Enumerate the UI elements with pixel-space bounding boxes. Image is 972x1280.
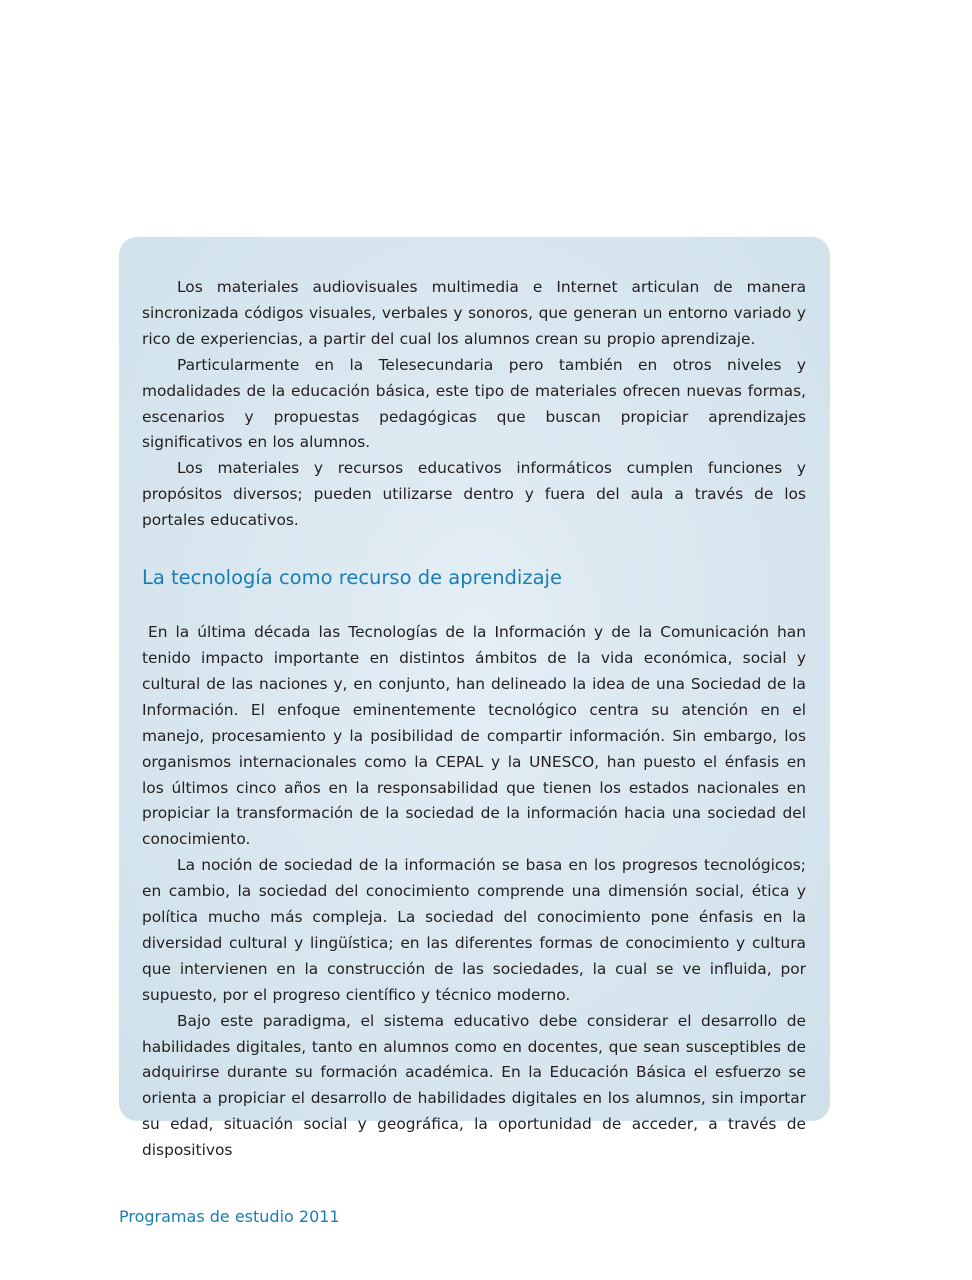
page-footer: Programas de estudio 2011 (119, 1207, 340, 1226)
section-paragraph-1: En la última década las Tecnologías de la Información y de la Comunicación han tenido impacto importante en distintos ámbitos de la vida económica, social y cultural de las naciones y, en conjunto, han delineado la idea de una Sociedad de la Información. El enfoque eminentemente tecnológico centra su atención en el manejo, procesamiento y la posibilidad de compartir información. Sin embargo, los organismos internacionales como la CEPAL y la UNESCO, han puesto el énfasis en los últimos cinco años en la responsabilidad que tienen los estados nacionales en propiciar la transformación de la sociedad de la información hacia una sociedad del conocimiento. (142, 623, 806, 849)
panel-content (142, 275, 806, 1164)
section-heading: La tecnología como recurso de aprendizaje (142, 566, 562, 590)
intro-paragraph-1: Los materiales audiovisuales multimedia e Internet articulan de manera sincronizada códigos visuales, verbales y sonoros, que generan un entorno variado y rico de experiencias, a partir del cual los alumnos crean su propio aprendizaje. (142, 278, 806, 348)
section-paragraph-2: La noción de sociedad de la información se basa en los progresos tecnológicos; en cambio, la sociedad del conocimiento comprende una dimensión social, ética y política mucho más compleja. La sociedad del conocimiento pone énfasis en la diversidad cultural y lingüística; en las diferentes formas de conocimiento y cultura que intervienen en la construcción de las sociedades, la cual se ve influida, por supuesto, por el progreso científico y técnico moderno. (142, 856, 806, 1004)
content-panel (119, 237, 830, 1160)
section-paragraph-3: Bajo este paradigma, el sistema educativo debe considerar el desarrollo de habilidades digitales, tanto en alumnos como en docentes, que sean susceptibles de adquirirse durante su formación académica. En la Educación Básica el esfuerzo se orienta a propiciar el desarrollo de habilidades digitales en los alumnos, sin importar su edad, situación social y geográfica, la oportunidad de acceder, a través de dispositivos (142, 1011, 806, 1160)
intro-paragraph-2: Particularmente en la Telesecundaria pero también en otros niveles y modalidades de la educación básica, este tipo de materiales ofrecen nuevas formas, escenarios y propuestas pedagógicas que buscan propiciar aprendizajes significativos en los alumnos. (142, 355, 806, 452)
intro-paragraph-3: Los materiales y recursos educativos informáticos cumplen funciones y propósitos diversos; pueden utilizarse dentro y fuera del aula a través de los portales educativos. (142, 459, 806, 530)
